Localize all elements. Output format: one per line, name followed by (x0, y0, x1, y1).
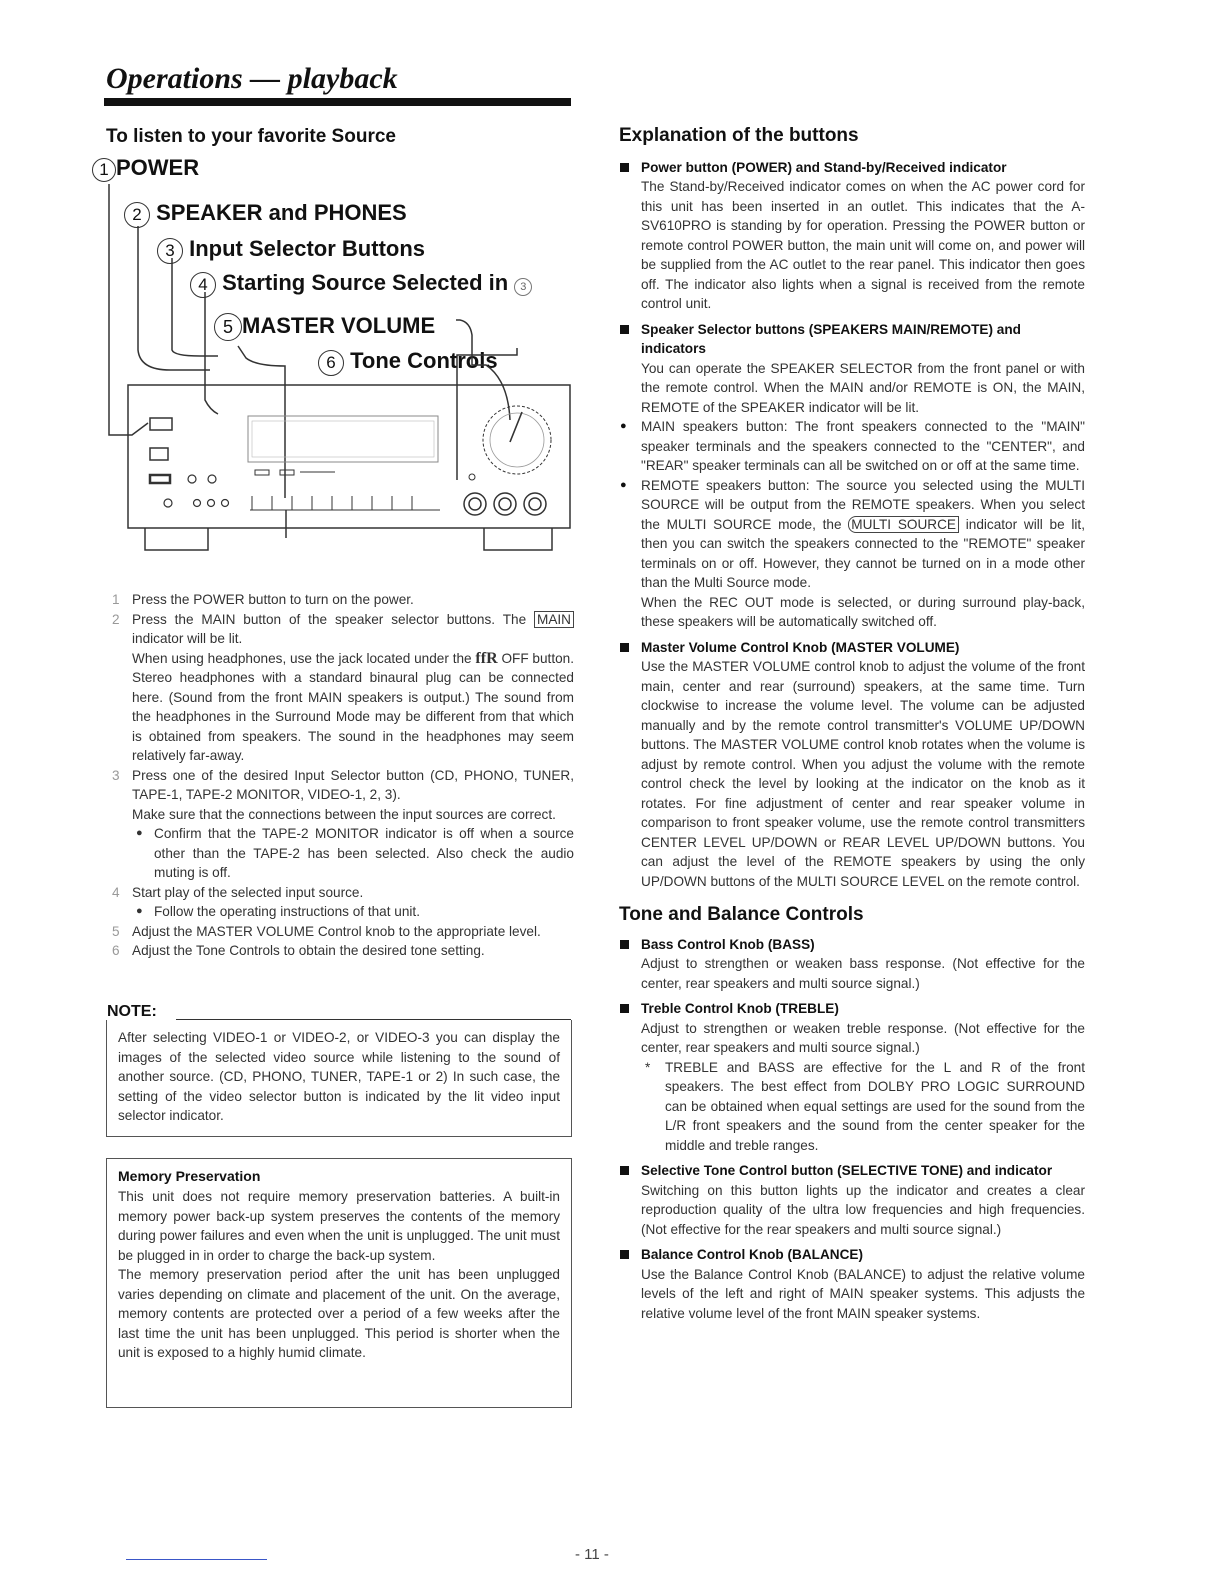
step-3 (112, 766, 574, 883)
memory-paragraph-1: This unit does not require memory preservation batteries. A built-in memory power back-up system preserves the contents of the memory during power failures and even when the unit is unplugged. The unit must be plugged in in order to charge the back-up system. (118, 1189, 560, 1263)
multi-source-badge: MULTI SOURCE (848, 516, 959, 533)
treble-body: Adjust to strengthen or weaken treble response. (Not effective for the center, rear speakers and multi source signal.) (641, 1020, 1085, 1055)
remote-bullet-a: REMOTE speakers button: The source you selected using the MULTI SOURCE will be output from the REMOTE speakers. When you select the MULTI SOURCE mode, the (641, 477, 1085, 532)
step-2-line: Press the MAIN button of the speaker selector buttons. The (132, 611, 527, 627)
note-text: After selecting VIDEO-1 or VIDEO-2, or VIDEO-3 you can display the images of the selected video source while listening to the sound of another source. (CD, PHONO, TUNER, TAPE-1 or 2) In such case, the setting of the video selector button is indicated by the lit video input selector indicator. (118, 1030, 560, 1123)
callout-5-label: MASTER VOLUME (242, 313, 436, 338)
step-1-number: 1 (112, 592, 120, 607)
remote-speakers-bullet (619, 476, 1085, 632)
step-3-connections: Make sure that the connections between the input sources are correct. (132, 806, 556, 822)
balance-body: Use the Balance Control Knob (BALANCE) to adjust the relative volume levels of the left and right of MAIN speaker systems. This adjusts the relative volume level of the front MAIN speaker systems. (641, 1266, 1085, 1321)
steps-list (112, 590, 574, 961)
bass-section (619, 935, 1085, 994)
step-1-text: Press the POWER button to turn on the power. (132, 592, 414, 607)
master-title: Master Volume Control Knob (MASTER VOLUME) (619, 638, 1085, 658)
callout-6-label: Tone Controls (350, 348, 498, 373)
step-2 (112, 610, 574, 766)
step-2-headphones-a: When using headphones, use the jack located under the (132, 650, 472, 666)
speaker-section (619, 320, 1085, 632)
callout-2-number: 2 (124, 202, 150, 228)
balance-title: Balance Control Knob (BALANCE) (619, 1245, 1085, 1265)
selective-section (619, 1161, 1085, 1239)
step-4-number: 4 (112, 884, 120, 900)
callout-power (92, 155, 199, 182)
selective-title: Selective Tone Control button (SELECTIVE TONE) and indicator (619, 1161, 1085, 1181)
listen-heading: To listen to your favorite Source (106, 126, 396, 147)
bass-title: Bass Control Knob (BASS) (619, 935, 1085, 955)
footer-rule (126, 1559, 267, 1560)
memory-paragraph-2: The memory preservation period after the unit has been unplugged varies depending on climate and placement of the unit. On the average, memory contents are protected over a period of a few weeks after the last time the unit has been unplugged. This period is shorter when the unit is exposed to a highly humid climate. (118, 1267, 560, 1360)
note-label: NOTE: (107, 1003, 157, 1020)
callout-4-number: 4 (190, 272, 216, 298)
power-section (619, 158, 1085, 314)
step-2-headphones (132, 649, 574, 766)
main-indicator-badge: MAIN (534, 611, 574, 628)
main-speakers-bullet: ● MAIN speakers button: The front speakers connected to the "MAIN" speaker terminals and the speakers connected to the "CENTER", and "REAR" speaker terminals can all be switched on or off at the same time. (619, 417, 1085, 476)
right-column (619, 126, 1085, 1329)
selective-body: Switching on this button lights up the indicator and creates a clear reproduction quality of the ultra low frequencies and high frequencies. (Not effective for the rear speakers and multi source signal.) (641, 1182, 1085, 1237)
step-3-bullet: ● Confirm that the TAPE-2 MONITOR indicator is off when a source other than the TAPE-2 has been selected. Also check the audio muting is off. (132, 824, 574, 883)
balance-section (619, 1245, 1085, 1323)
callout-1-number: 1 (92, 158, 116, 182)
step-5-number: 5 (112, 923, 120, 939)
callout-5-number: 5 (214, 313, 242, 341)
treble-title: Treble Control Knob (TREBLE) (619, 999, 1085, 1019)
power-body: The Stand-by/Received indicator comes on when the AC power cord for this unit has been inserted in an outlet. This indicates that the A-SV610PRO is standing by for operation. Pressing the POWER button or remote control POWER button, the main unit will come on, and power will be supplied from the AC outlet to the rear panel. This indicator then goes off. The indicator also lights when a signal is received from the remote control unit. (641, 179, 1085, 311)
title-rule (104, 98, 571, 106)
step-5 (112, 922, 574, 942)
callout-3-number: 3 (157, 238, 183, 264)
step-3-text: Press one of the desired Input Selector button (CD, PHONO, TUNER, TAPE-1, TAPE-2 MONITOR, VIDEO-1, 2, 3). (132, 767, 574, 802)
treble-note: * TREBLE and BASS are effective for the L and R of the front speakers. The best effect from DOLBY PRO LOGIC SURROUND can be obtained when equal settings are used for the sound from the L/R front speakers and the sound from the center speaker for the middle and treble ranges. (619, 1058, 1085, 1156)
mr-logo: ffR (475, 649, 498, 667)
step-5-text: Adjust the MASTER VOLUME Control knob to the appropriate level. (132, 923, 541, 939)
tone-heading: Tone and Balance Controls (619, 904, 864, 925)
step-2-number: 2 (112, 611, 120, 627)
callout-3-label: Input Selector Buttons (189, 236, 426, 261)
step-6-number: 6 (112, 943, 120, 958)
memory-text (118, 1187, 560, 1363)
page-title: Operations — playback (106, 62, 398, 95)
treble-section (619, 999, 1085, 1155)
master-section (619, 638, 1085, 892)
callout-1-label: POWER (116, 155, 200, 180)
power-title: Power button (POWER) and Stand-by/Received indicator (619, 158, 1085, 178)
step-2-text (132, 610, 574, 649)
speaker-title: Speaker Selector buttons (SPEAKERS MAIN/REMOTE) and indicators (619, 320, 1085, 359)
memory-title: Memory Preservation (118, 1168, 261, 1184)
receiver-diagram (100, 180, 580, 560)
step-4 (112, 883, 574, 922)
callout-4-ref: 3 (514, 278, 532, 296)
step-4-text: Start play of the selected input source. (132, 884, 364, 900)
step-2-badge-after: indicator will be lit. (132, 631, 243, 646)
remote-bullet-c: When the REC OUT mode is selected, or during surround play-back, these speakers will be automatically switched off. (641, 594, 1085, 629)
buttons-heading: Explanation of the buttons (619, 125, 859, 146)
step-6 (112, 941, 574, 961)
callout-2-label: SPEAKER and PHONES (156, 200, 407, 225)
bass-body: Adjust to strengthen or weaken bass response. (Not effective for the center, rear speakers and multi source signal.) (641, 956, 1085, 991)
step-6-text: Adjust the Tone Controls to obtain the desired tone setting. (132, 943, 485, 958)
step-4-bullet: ● Follow the operating instructions of that unit. (132, 902, 574, 922)
master-body: Use the MASTER VOLUME control knob to adjust the volume of the front main, center and rear (surround) speakers, at the same time. Turn clockwise to increase the volume level. The volume can be adjusted manually and by the remote control transmitter's VOLUME UP/DOWN buttons. The MASTER VOLUME control knob rotates when the volume is adjust by remote control. When you adjust the volume with the remote control check the level by looking at the indicator on the knob as it rotates. For fine adjustment of center and rear speaker volume in comparison to front speaker volume, use the remote control transmitters CENTER LEVEL UP/DOWN or REAR LEVEL UP/DOWN buttons. You can adjust the level of the REMOTE speakers by using the only UP/DOWN buttons of the MULTI SOURCE LEVEL on the remote control. (641, 659, 1085, 889)
remote-bullet-b: indicator will be lit, then you can switch the speakers connected to the "REMOTE" speaker terminals on or off. However, they cannot be turned on in a mode other than the Multi Source mode. (641, 516, 1085, 590)
step-3-number: 3 (112, 767, 120, 783)
speaker-body: You can operate the SPEAKER SELECTOR from the front panel or with the remote control. When the MAIN and/or REMOTE is ON, the MAIN, REMOTE of the SPEAKER indicator will be lit. (641, 360, 1085, 415)
page-number: - 11 - (575, 1546, 609, 1563)
callout-6-number: 6 (318, 350, 344, 376)
step-2-headphones-b: OFF button. Stereo headphones with a standard binaural plug can be connected here. (Sound from the front MAIN speakers is output.) The sound from the headphones in the Surround Mode may be different from that which is obtained from speakers. The sound in the headphones may seem relatively far-away. (132, 650, 574, 763)
callout-4-label: Starting Source Selected in (222, 270, 509, 295)
step-1 (112, 590, 574, 610)
